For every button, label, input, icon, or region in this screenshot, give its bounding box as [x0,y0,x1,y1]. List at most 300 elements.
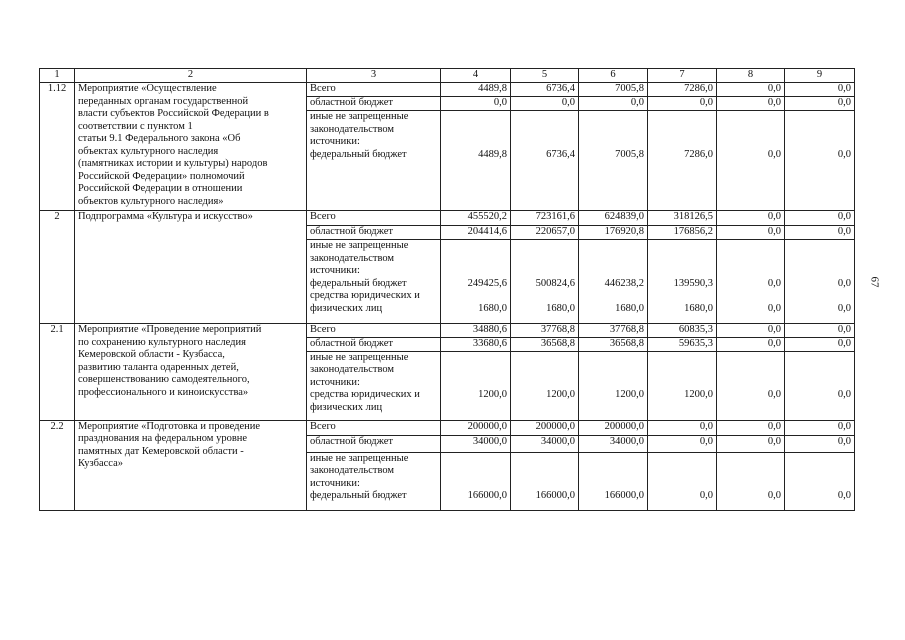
value: 0,0 [837,389,851,400]
value-cell [441,83,511,97]
spacer [651,478,713,491]
source-line: областной бюджет [310,435,393,447]
spacer [651,290,713,303]
spacer [788,111,851,124]
spacer [444,124,507,137]
source-line: иные не запрещенные [310,452,409,464]
spacer [788,364,851,377]
value-cell [717,83,785,97]
description-line: Мероприятие «Проведение мероприятий [78,324,262,335]
value: 0,0 [767,420,781,432]
value-cell [785,111,855,211]
value-cell [511,240,579,324]
description-cell [75,83,307,211]
spacer [444,364,507,377]
value: 0,0 [837,302,851,314]
source-line: физических лиц [310,302,383,314]
description-line: объектов культурного наследия» [78,195,224,207]
value: 0,0 [767,97,781,108]
value: 0,0 [837,97,851,108]
spacer [788,352,851,365]
value: 6736,4 [546,83,575,94]
spacer [582,453,644,466]
header-cell: 3 [307,69,441,83]
row-number-cell: 2.2 [40,420,75,510]
header-cell: 1 [40,69,75,83]
spacer [651,377,713,390]
value: 0,0 [699,490,713,501]
source-line: Всего [310,324,336,335]
value-cell [579,111,648,211]
value-cell [511,338,579,352]
value: 36568,8 [609,338,644,349]
source-cell [307,111,441,211]
value: 455520,2 [467,211,507,222]
value-cell [441,111,511,211]
source-line: областной бюджет [310,226,393,237]
description-line: Российской Федерации в отношении [78,183,243,194]
header-cell: 2 [75,69,307,83]
value: 0,0 [837,435,851,447]
value: 166000,0 [535,490,575,501]
value-cell [785,97,855,111]
value-cell [717,338,785,352]
value: 1200,0 [684,389,713,400]
value-cell [648,211,717,226]
source-cell [307,452,441,510]
value-cell [717,351,785,420]
header-cell: 9 [785,69,855,83]
value-cell [785,324,855,338]
description-line: Мероприятие «Осуществление [78,83,217,94]
value-cell [648,240,717,324]
value: 0,0 [837,338,851,349]
description-line: соответствии с пунктом 1 [78,120,193,132]
value: 1680,0 [546,302,575,314]
value-cell [648,111,717,211]
value: 723161,6 [535,211,575,222]
spacer [651,240,713,253]
value: 0,0 [699,97,713,108]
value: 1680,0 [615,302,644,314]
description-cell [75,211,307,324]
spacer [444,453,507,466]
source-line: источники: [310,136,360,147]
value-cell [511,211,579,226]
value-cell [511,111,579,211]
description-line: совершенствованию самодеятельного, [78,374,250,385]
description-line: объектах культурного наследия [78,145,219,157]
row-number-cell: 2.1 [40,324,75,421]
value: 0,0 [837,277,851,289]
value-cell [648,351,717,420]
spacer [514,465,575,478]
value: 34880,6 [472,324,507,335]
value-cell [579,83,648,97]
spacer [788,290,851,303]
value-cell [511,351,579,420]
spacer [514,453,575,466]
value: 37768,8 [540,324,575,335]
value: 446238,2 [604,277,644,289]
value-cell [579,226,648,240]
spacer [444,377,507,390]
value-cell [785,83,855,97]
value: 34000,0 [609,435,644,447]
spacer [651,124,713,137]
value-cell [579,338,648,352]
value: 0,0 [767,277,781,289]
value-cell [511,97,579,111]
value: 220657,0 [535,226,575,237]
spacer [444,253,507,266]
row-number-cell: 1.12 [40,83,75,211]
value-cell [579,324,648,338]
page-number: 67 [868,276,881,288]
value: 4489,8 [478,83,507,94]
value-cell [648,435,717,452]
description-cell [75,420,307,510]
value-cell [648,420,717,435]
spacer [514,352,575,365]
spacer [788,253,851,266]
value-cell [579,452,648,510]
spacer [720,265,781,278]
value-cell [785,435,855,452]
value: 0,0 [837,420,851,432]
value-cell [441,324,511,338]
value: 139590,3 [673,277,713,289]
source-cell [307,338,441,352]
value: 1200,0 [478,389,507,400]
source-line: законодательством [310,252,395,264]
value-cell [785,226,855,240]
spacer [720,136,781,149]
value: 7286,0 [684,83,713,94]
spacer [720,253,781,266]
value: 176920,8 [604,226,644,237]
value-cell [785,351,855,420]
value-cell [441,435,511,452]
source-line: федеральный бюджет [310,490,407,501]
spacer [444,136,507,149]
spacer [514,111,575,124]
value: 7005,8 [615,148,644,160]
description-line: Кузбасса» [78,458,123,469]
source-line: областной бюджет [310,338,393,349]
spacer [582,253,644,266]
value: 166000,0 [467,490,507,501]
header-cell: 8 [717,69,785,83]
value: 0,0 [493,97,507,108]
source-line: средства юридических и [310,290,420,301]
value-cell [648,324,717,338]
value: 4489,8 [478,148,507,160]
value-cell [511,226,579,240]
value: 0,0 [767,490,781,501]
spacer [788,465,851,478]
value: 249425,6 [467,277,507,289]
spacer [720,377,781,390]
value: 59635,3 [678,338,713,349]
value-cell [717,240,785,324]
source-line: иные не запрещенные [310,111,409,122]
value-cell [785,338,855,352]
value: 0,0 [837,83,851,94]
spacer [514,253,575,266]
source-line: физических лиц [310,401,383,413]
description-line: Подпрограмма «Культура и искусство» [78,211,253,222]
spacer [514,240,575,253]
spacer [514,124,575,137]
table-row [40,83,855,97]
value-cell [579,420,648,435]
value-cell [441,420,511,435]
table-row [40,420,855,435]
value: 200000,0 [604,420,644,432]
value-cell [441,211,511,226]
value-cell [648,83,717,97]
source-cell [307,240,441,324]
value: 0,0 [767,211,781,222]
spacer [788,377,851,390]
value-cell [717,324,785,338]
value-cell [648,338,717,352]
spacer [720,478,781,491]
spacer [582,465,644,478]
spacer [651,465,713,478]
spacer [582,265,644,278]
source-cell [307,97,441,111]
spacer [788,265,851,278]
value-cell [717,420,785,435]
spacer [651,352,713,365]
description-line: Кемеровской области - Кузбасса, [78,349,225,360]
source-cell [307,211,441,226]
spacer [514,136,575,149]
spacer [651,111,713,124]
source-line: областной бюджет [310,97,393,108]
spacer [720,111,781,124]
spacer [720,290,781,303]
value-cell [511,435,579,452]
value-cell [511,452,579,510]
value: 1200,0 [546,389,575,400]
spacer [514,377,575,390]
spacer [444,111,507,124]
value: 176856,2 [673,226,713,237]
spacer [582,240,644,253]
value-cell [579,435,648,452]
spacer [651,265,713,278]
source-cell [307,324,441,338]
source-line: средства юридических и [310,389,420,400]
source-line: источники: [310,376,360,388]
value: 200000,0 [535,420,575,432]
spacer [582,111,644,124]
description-line: власти субъектов Российской Федерации в [78,108,269,119]
value: 0,0 [837,226,851,237]
source-cell [307,420,441,435]
source-line: законодательством [310,123,395,135]
source-line: федеральный бюджет [310,277,407,289]
value: 0,0 [630,97,644,108]
value: 34000,0 [540,435,575,447]
spacer [720,364,781,377]
value: 0,0 [837,324,851,335]
source-line: иные не запрещенные [310,240,409,251]
header-cell: 6 [579,69,648,83]
description-line: Мероприятие «Подготовка и проведение [78,420,261,432]
value: 166000,0 [604,490,644,501]
value-cell [648,226,717,240]
header-cell: 4 [441,69,511,83]
value: 0,0 [767,389,781,400]
value-cell [441,338,511,352]
value: 33680,6 [472,338,507,349]
value-cell [785,452,855,510]
value: 0,0 [837,148,851,160]
table-row [40,324,855,338]
value: 1200,0 [615,389,644,400]
value-cell [785,211,855,226]
value-cell [441,452,511,510]
value-cell [441,351,511,420]
spacer [514,478,575,491]
spacer [788,136,851,149]
value-cell [717,97,785,111]
value-cell [717,226,785,240]
description-line: (памятниках истории и культуры) народов [78,158,268,169]
value: 0,0 [699,435,713,447]
header-cell: 7 [648,69,717,83]
value: 6736,4 [546,148,575,160]
value: 0,0 [837,211,851,222]
spacer [582,124,644,137]
spacer [651,453,713,466]
source-cell [307,435,441,452]
source-line: источники: [310,265,360,276]
value-cell [648,452,717,510]
row-number-cell: 2 [40,211,75,324]
value-cell [648,97,717,111]
value: 37768,8 [609,324,644,335]
value-cell [579,240,648,324]
spacer [514,265,575,278]
description-line: Российской Федерации» полномочий [78,170,245,182]
spacer [582,290,644,303]
table-row [40,211,855,226]
source-line: иные не запрещенные [310,351,409,363]
description-line: празднования на федеральном уровне [78,433,248,444]
description-line: статьи 9.1 Федерального закона «Об [78,133,241,144]
description-cell [75,324,307,421]
value: 200000,0 [467,420,507,432]
value: 318126,5 [673,211,713,222]
value-cell [579,351,648,420]
description-line: профессионального и киноискусства» [78,386,249,398]
description-line: развитию таланта одаренных детей, [78,361,239,373]
value: 34000,0 [472,435,507,447]
spacer [651,364,713,377]
value-cell [717,111,785,211]
spacer [444,478,507,491]
value: 0,0 [767,435,781,447]
description-line: по сохранению культурного наследия [78,336,246,348]
header-cell: 5 [511,69,579,83]
value: 0,0 [699,420,713,432]
value-cell [511,324,579,338]
spacer [582,352,644,365]
spacer [444,352,507,365]
value-cell [785,420,855,435]
spacer [651,136,713,149]
value-cell [511,83,579,97]
value-cell [441,240,511,324]
value: 500824,6 [535,277,575,289]
value: 0,0 [767,324,781,335]
description-line: памятных дат Кемеровской области - [78,445,244,457]
value-cell [717,211,785,226]
spacer [720,352,781,365]
spacer [788,478,851,491]
value: 36568,8 [540,338,575,349]
spacer [651,253,713,266]
spacer [444,240,507,253]
value: 1680,0 [684,302,713,314]
source-cell [307,351,441,420]
source-line: Всего [310,420,336,432]
source-line: законодательством [310,364,395,375]
value: 60835,3 [678,324,713,335]
spacer [444,465,507,478]
value: 624839,0 [604,211,644,222]
spacer [582,364,644,377]
value: 0,0 [561,97,575,108]
value: 0,0 [767,226,781,237]
value-cell [511,420,579,435]
value: 0,0 [767,83,781,94]
value: 1680,0 [478,302,507,314]
value: 7286,0 [684,148,713,160]
source-cell [307,226,441,240]
spacer [514,290,575,303]
value: 0,0 [767,302,781,314]
spacer [444,265,507,278]
source-line: федеральный бюджет [310,148,407,160]
spacer [788,453,851,466]
source-cell [307,83,441,97]
value-cell [441,97,511,111]
spacer [788,124,851,137]
value: 0,0 [767,338,781,349]
spacer [582,478,644,491]
spacer [444,290,507,303]
value-cell [717,452,785,510]
spacer [788,240,851,253]
spacer [582,136,644,149]
source-line: источники: [310,477,360,489]
budget-table [39,68,855,511]
value-cell [579,211,648,226]
source-line: Всего [310,211,336,222]
spacer [514,364,575,377]
spacer [720,453,781,466]
description-line: переданных органам государственной [78,95,249,107]
value: 0,0 [837,490,851,501]
value-cell [785,240,855,324]
value: 0,0 [767,148,781,160]
